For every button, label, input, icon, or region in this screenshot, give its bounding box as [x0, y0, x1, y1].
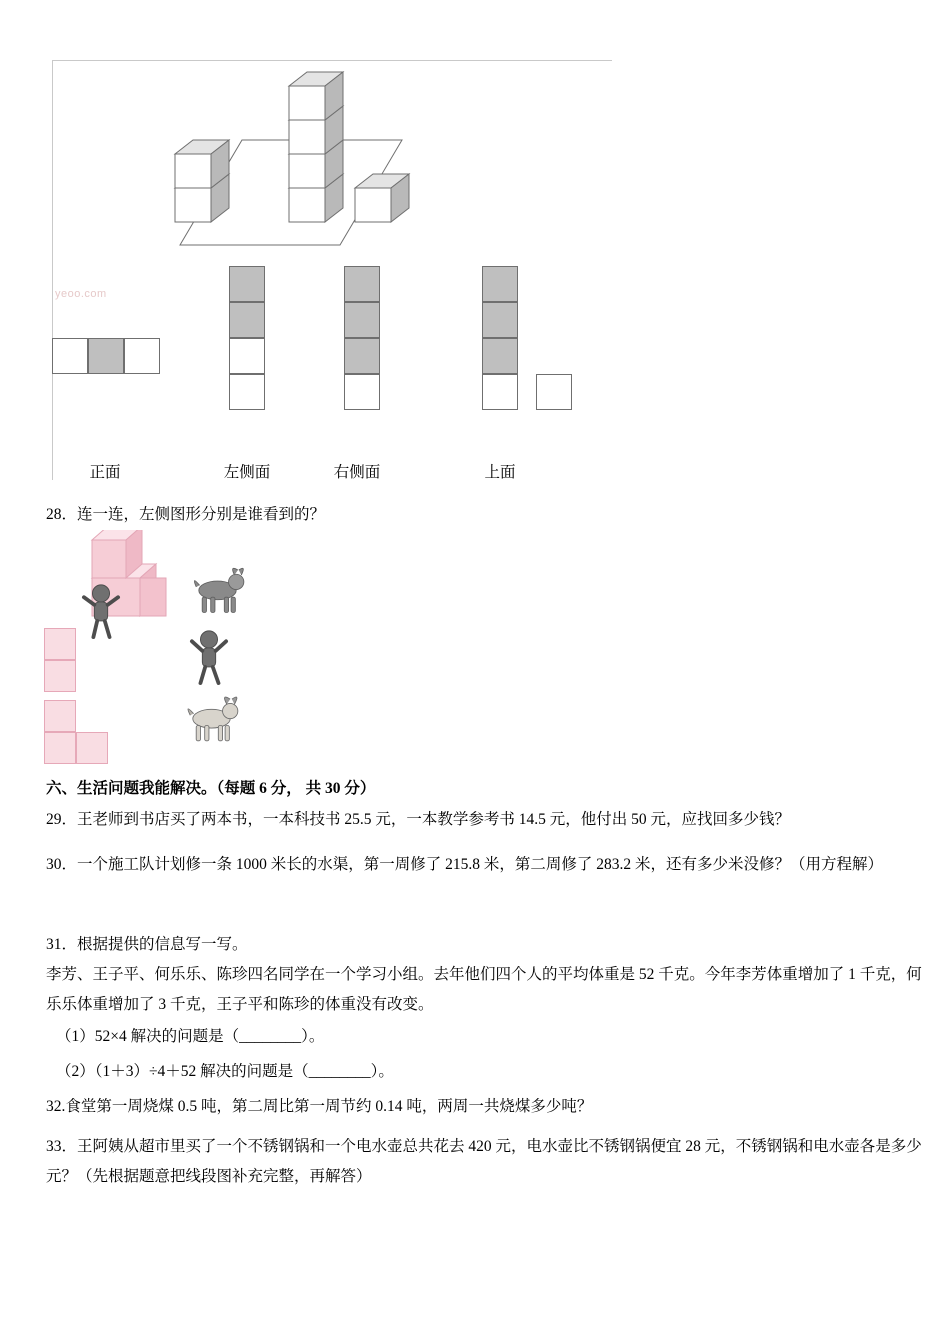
question-29-number: 29． [46, 811, 78, 828]
question-29 [46, 805, 926, 835]
rightside-cell-2 [344, 302, 380, 338]
question-33 [46, 1132, 926, 1192]
question-31-sub-1: （1）52×4 解决的问题是（________）。 [56, 1028, 325, 1045]
watermark-text: yeoo.com [55, 288, 107, 300]
q28-shape-b-cell-3 [76, 732, 108, 764]
question-33-number: 33． [46, 1138, 78, 1155]
figure-top-rule [52, 60, 612, 61]
question-30-text: 一个施工队计划修一条 1000 米长的水渠，第一周修了 215.8 米，第二周修了 283.2 米，还有多少米没修？（用方程解） [77, 856, 884, 873]
topview-cell-2 [482, 302, 518, 338]
rightside-cell-1 [344, 266, 380, 302]
question-27-figure [52, 60, 612, 490]
section-title: 六、生活问题我能解决。（每题 6 分， 共 30 分） [46, 780, 376, 797]
q28-shape-b-cell-2 [44, 732, 76, 764]
figure-left-rule [52, 60, 53, 480]
label-top: 上面 [484, 464, 516, 481]
rightside-cell-4 [344, 374, 380, 410]
leftside-cell-3 [229, 338, 265, 374]
label-front: 正面 [89, 464, 121, 481]
question-31 [46, 930, 926, 960]
question-28 [46, 500, 906, 530]
q28-shape-a-cell-1 [44, 628, 76, 660]
front-cell-3 [124, 338, 160, 374]
topview-cell-4 [482, 374, 518, 410]
question-30 [46, 850, 926, 880]
front-cell-2 [88, 338, 124, 374]
topview-cell-3 [482, 338, 518, 374]
topview-cell-5 [536, 374, 572, 410]
question-32 [46, 1092, 926, 1122]
question-32-text: 食堂第一周烧煤 0.5 吨，第二周比第一周节约 0.14 吨，两周一共烧煤多少吨？ [65, 1098, 593, 1115]
question-31-number: 31． [46, 936, 78, 953]
question-30-number: 30． [46, 856, 78, 873]
rightside-cell-3 [344, 338, 380, 374]
question-28-text: 连一连，左侧图形分别是谁看到的？ [77, 506, 326, 523]
label-right-side: 右侧面 [333, 464, 381, 481]
label-left-side: 左侧面 [223, 464, 271, 481]
leftside-cell-1 [229, 266, 265, 302]
question-29-text: 王老师到书店买了两本书，一本科技书 25.5 元，一本教学参考书 14.5 元，他付出 50 元，应找回多少钱？ [77, 811, 791, 828]
q28-shape-b-cell-1 [44, 700, 76, 732]
question-31-sub-2: （2）（1＋3）÷4＋52 解决的问题是（________）。 [56, 1063, 394, 1080]
question-28-number: 28． [46, 506, 78, 523]
three-d-scene [112, 70, 432, 280]
question-33-text: 王阿姨从超市里买了一个不锈钢锅和一个电水壶总共花去 420 元，电水壶比不锈钢锅便宜 28 元，不锈钢锅和电水壶各是多少元？（先根据题意把线段图补充完整，再解答） [46, 1138, 922, 1185]
topview-cell-1 [482, 266, 518, 302]
leftside-cell-2 [229, 302, 265, 338]
leftside-cell-4 [229, 374, 265, 410]
q28-shape-a-cell-2 [44, 660, 76, 692]
question-31-paragraph: 李芳、王子平、何乐乐、陈珍四名同学在一个学习小组。去年他们四个人的平均体重是 52 千克。今年李芳体重增加了 1 千克，何乐乐体重增加了 3 千克，王子平和陈珍的体重没有改变。 [46, 966, 922, 1013]
front-cell-1 [52, 338, 88, 374]
question-28-figure [44, 530, 304, 755]
question-32-number: 32. [46, 1098, 66, 1115]
question-31-text: 根据提供的信息写一写。 [77, 936, 248, 953]
